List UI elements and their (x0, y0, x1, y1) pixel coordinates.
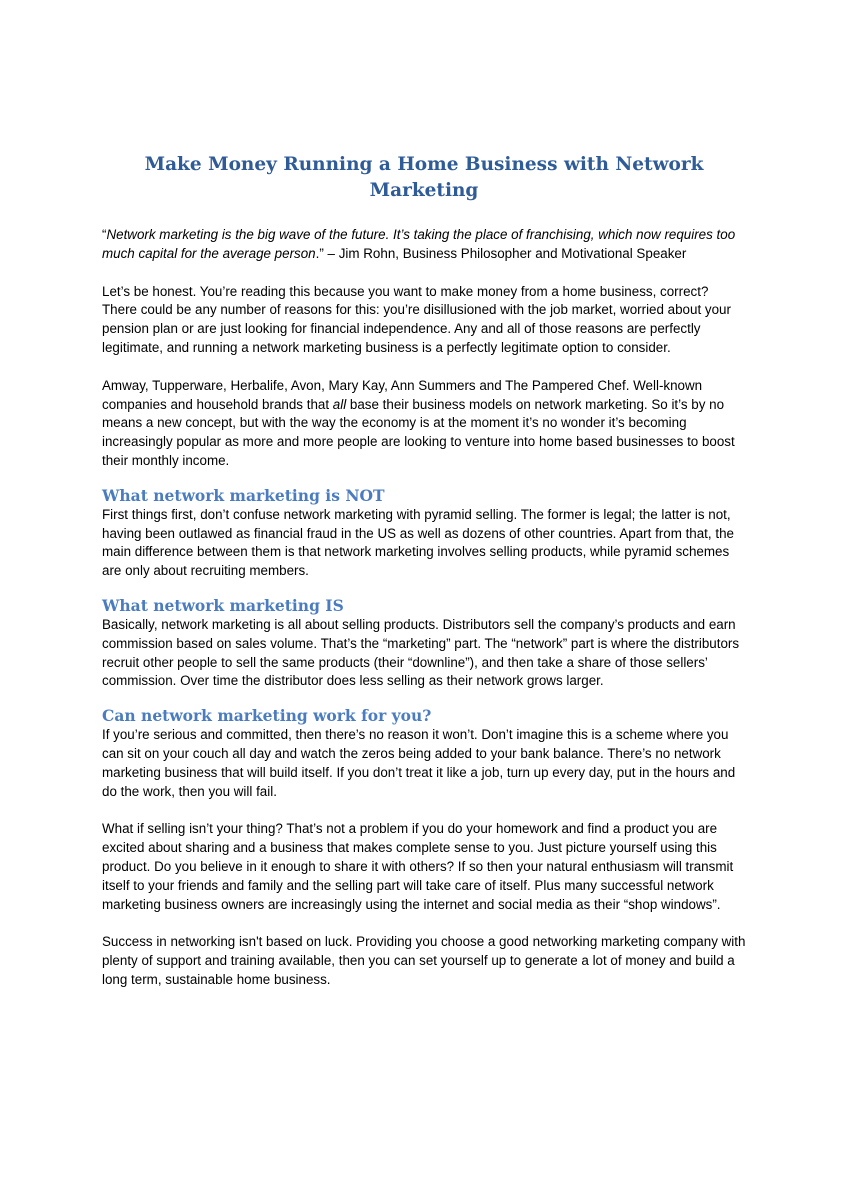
intro-paragraph-2 (102, 377, 746, 471)
section-can-work-paragraph-3: Success in networking isn't based on luck. Providing you choose a good networking marketing company with plenty of support and training available, then you can set yourself up to generate a lot of money and build a long term, sustainable home business. (102, 934, 746, 987)
opening-quote (102, 226, 746, 264)
section-can-work-paragraph-2: What if selling isn’t your thing? That’s not a problem if you do your homework and find a product you are excited about sharing and a business that makes complete sense to you. Just picture yourself using this product. Do you believe in it enough to share it with others? If so then your natural enthusiasm will transmit itself to your friends and family and the selling part will take care of itself. Plus many successful network marketing business owners are increasingly using the internet and social media as their “shop windows”. (102, 821, 734, 912)
intro-p2-after: base their business models on network marketing. So it’s by no means a new concept, but with the way the economy is at the moment it’s no wonder it’s becoming increasingly popular as more and more people are looking to venture into home based businesses to boost their monthly income. (102, 396, 735, 468)
intro-p2-before: Amway, Tupperware, Herbalife, Avon, Mary Kay, Ann Summers and The Pampered Chef. Well-known companies and household brands that (102, 377, 703, 412)
section-is-paragraph: Basically, network marketing is all about selling products. Distributors sell the company’s products and earn commission based on sales volume. That’s the “marketing” part. The “network” part is where the distributors recruit other people to sell the same products (their “downline”), and then take a share of those sellers’ commission. Over time the distributor does less selling as their network grows larger. (102, 616, 740, 689)
quote-text: Network marketing is the big wave of the future. It’s taking the place of franchising, which now requires too much capital for the average person (102, 227, 736, 261)
page-title: Make Money Running a Home Business with Network Marketing (144, 154, 704, 201)
section-can-work-paragraph-1: If you’re serious and committed, then there’s no reason it won’t. Don’t imagine this is a scheme where you can sit on your couch all day and watch the zeros being added to your bank balance. There’s no network marketing business that will build itself. If you don’t treat it like a job, turn up every day, put in the hours and do the work, then you will fail. (102, 727, 736, 799)
intro-paragraph-1: Let’s be honest. You’re reading this because you want to make money from a home business, correct? There could be any number of reasons for this: you’re disillusioned with the job market, worried about your pension plan or are just looking for financial independence. Any and all of those reasons are perfectly legitimate, and running a network marketing business is a perfectly legitimate option to consider. (102, 283, 731, 355)
quote-attribution: .” – Jim Rohn, Business Philosopher and Motivational Speaker (315, 245, 687, 261)
quote-open-mark: “ (102, 227, 107, 242)
section-heading-is: What network marketing IS (102, 595, 344, 615)
document-body (102, 152, 746, 1009)
intro-p2-emphasis: all (332, 396, 347, 412)
section-not-paragraph: First things first, don’t confuse network marketing with pyramid selling. The former is legal; the latter is not, having been outlawed as financial fraud in the US as well as dozens of other countries. Apart from that, the main difference between them is that network marketing involves selling products, while pyramid schemes are only about recruiting members. (102, 506, 734, 579)
section-heading-can-work: Can network marketing work for you? (102, 706, 432, 726)
section-heading-not: What network marketing is NOT (102, 485, 385, 505)
